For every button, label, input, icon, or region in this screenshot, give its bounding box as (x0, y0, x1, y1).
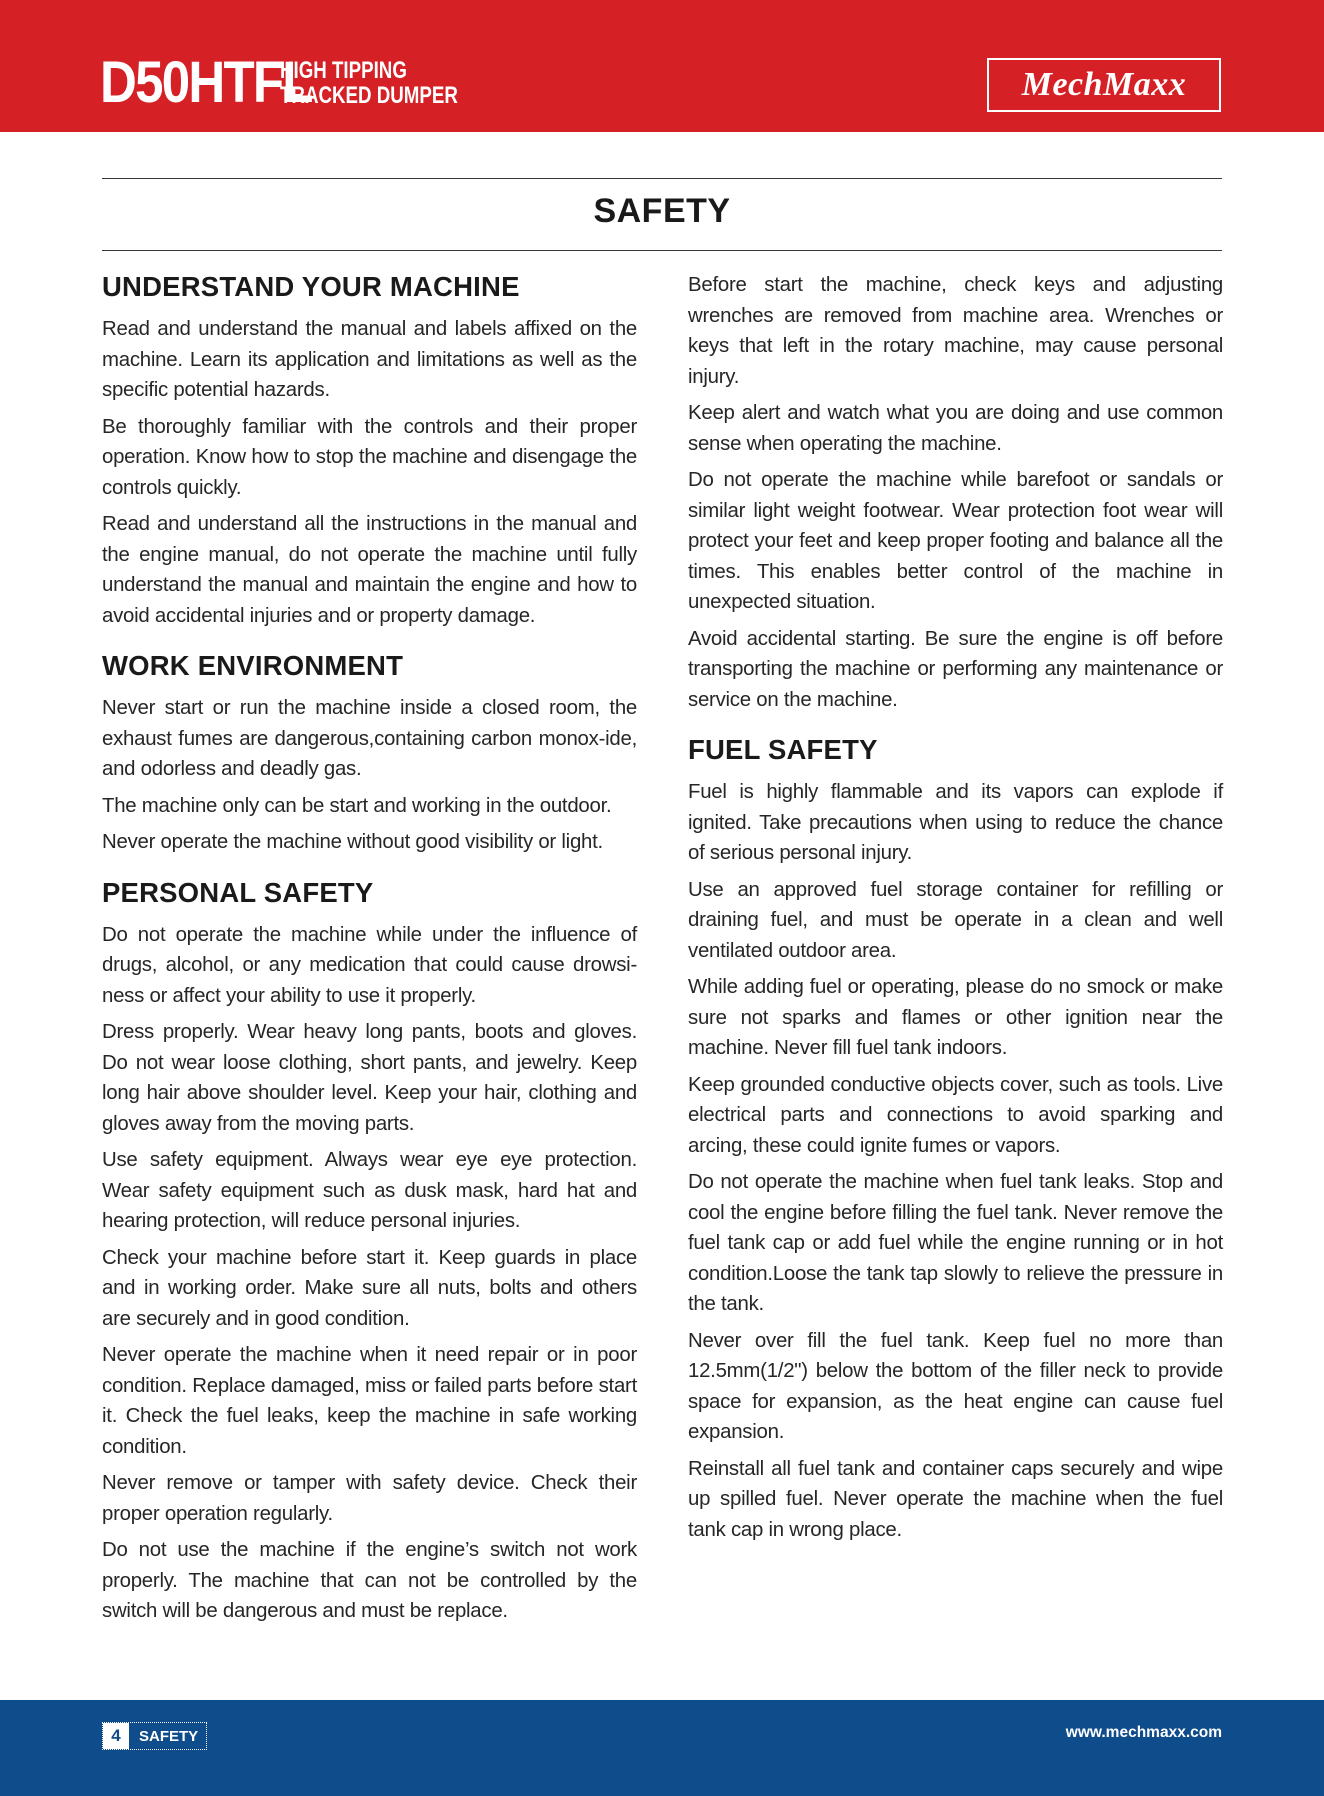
paragraph: Do not use the machine if the engine’s switch not work properly. The machine that can not be controlled by the switch will be dangerous and must be replace. (102, 1539, 637, 1622)
paragraph: Never start or run the machine inside a closed room, the exhaust fumes are dangerous,containing carbon monox-ide, and odorless and deadly gas. (102, 697, 637, 780)
paragraph: Check your machine before start it. Keep guards in place and in working order. Make sure all nuts, bolts and others are securely and in good condition. (102, 1246, 637, 1330)
paragraph: Do not operate the machine while under the influence of drugs, alcohol, or any medication that could cause drowsi-ness or affect your ability to use it properly. (102, 923, 637, 1007)
model-subtitle-line2: TRACKED DUMPER (280, 82, 458, 109)
left-column (102, 270, 637, 1633)
paragraph: Before start the machine, check keys and adjusting wrenches are removed from machine area. Wrenches or keys that left in the rotary machine, may cause personal injury. (688, 274, 1223, 388)
paragraph: Keep alert and watch what you are doing and use common sense when operating the machine. (688, 402, 1223, 455)
page-title: SAFETY (593, 192, 731, 230)
section-title-environment: WORK ENVIRONMENT (102, 650, 404, 681)
section-title-fuel: FUEL SAFETY (688, 734, 878, 765)
website-link[interactable]: www.mechmaxx.com (1065, 1724, 1222, 1741)
paragraph: Reinstall all fuel tank and container caps securely and wipe up spilled fuel. Never operate the machine when the fuel tank cap in wrong place. (688, 1457, 1223, 1541)
paragraph: Use an approved fuel storage container for refilling or draining fuel, and must be operate in a clean and well ventilated outdoor area. (688, 878, 1223, 962)
model-subtitle (280, 58, 458, 108)
paragraph: Keep grounded conductive objects cover, such as tools. Live electrical parts and connections to avoid sparking and arcing, these could ignite fumes or vapors. (688, 1073, 1223, 1157)
page-tag (102, 1722, 207, 1750)
paragraph: Do not operate the machine while barefoot or sandals or similar light weight footwear. Wear protection foot wear will protect your feet and keep proper footing and balance all the times. This enables better control of the machine in unexpected situation. (688, 469, 1223, 613)
page-number: 4 (103, 1723, 129, 1749)
brand-logo (987, 58, 1221, 112)
section-title-personal: PERSONAL SAFETY (102, 876, 374, 908)
title-rule-top (102, 178, 1222, 179)
paragraph: Fuel is highly flammable and its vapors can explode if ignited. Take precautions when using to reduce the chance of serious personal injury. (688, 781, 1223, 864)
paragraph: Never operate the machine when it need repair or in poor condition. Replace damaged, miss or failed parts before start it. Check the fuel leaks, keep the machine in safe working condition. (102, 1344, 637, 1458)
paragraph: Be thoroughly familiar with the controls and their proper operation. Know how to stop the machine and disengage the controls quickly. (102, 415, 637, 499)
paragraph: The machine only can be start and working in the outdoor. (102, 794, 612, 817)
footer-section-label: SAFETY (139, 1727, 199, 1745)
paragraph: Never remove or tamper with safety device. Check their proper operation regularly. (102, 1472, 637, 1525)
paragraph: Avoid accidental starting. Be sure the engine is off before transporting the machine or performing any maintenance or service on the machine. (688, 627, 1223, 711)
section-title-understand: UNDERSTAND YOUR MACHINE (102, 271, 520, 302)
paragraph: Never operate the machine without good visibility or light. (102, 831, 603, 853)
paragraph: Do not operate the machine when fuel tank leaks. Stop and cool the engine before filling the fuel tank. Never remove the fuel tank cap or add fuel while the engine running or in hot condition.Loose the tank tap slowly to relieve the pressure in the tank. (688, 1171, 1223, 1315)
paragraph: While adding fuel or operating, please do no smock or make sure not sparks and flames or other ignition near the machine. Never fill fuel tank indoors. (688, 976, 1223, 1059)
brand-logo-text: MechMaxx (1021, 66, 1187, 103)
paragraph: Dress properly. Wear heavy long pants, boots and gloves. Do not wear loose clothing, short pants, and jewelry. Keep long hair above shoulder level. Keep your hair, clothing and gloves away from the moving parts. (102, 1021, 637, 1135)
model-name: D50HTFL (100, 50, 312, 115)
header-bar (0, 0, 1324, 132)
paragraph: Use safety equipment. Always wear eye eye protection. Wear safety equipment such as dusk mask, hard hat and hearing protection, will reduce personal injuries. (102, 1149, 637, 1232)
paragraph: Read and understand the manual and labels affixed on the machine. Learn its application and limitations as well as the specific potential hazards. (102, 318, 637, 401)
paragraph: Never over fill the fuel tank. Keep fuel no more than 12.5mm(1/2") below the bottom of the filler neck to provide space for expansion, as the heat engine can cause fuel expansion. (688, 1329, 1223, 1443)
paragraph: Read and understand all the instructions in the manual and the engine manual, do not operate the machine until fully understand the manual and maintain the engine and how to avoid accidental injuries and or property damage. (102, 513, 637, 627)
title-rule-bottom (102, 250, 1222, 251)
model-subtitle-line1: HIGH TIPPING (280, 57, 407, 84)
right-column (688, 270, 1223, 1551)
